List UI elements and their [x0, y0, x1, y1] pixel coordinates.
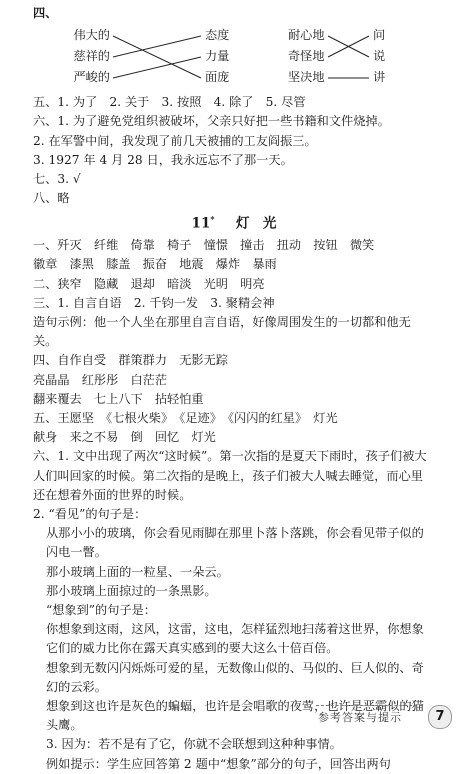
page-number: 7	[428, 705, 452, 729]
match-item: 伟大的	[73, 28, 110, 43]
section4-heading: 四、	[33, 6, 58, 20]
match-column-4	[373, 25, 385, 88]
answer-line: 2. 在军警中间，我发现了前几天被捕的工友阎振三。	[33, 133, 317, 148]
match-item: 奇怪地	[288, 49, 325, 64]
match-column-3	[288, 25, 325, 88]
answer-line: 那小玻璃上面掠过的一条黑影。	[46, 583, 217, 598]
answer-line: 二、狭窄 隐藏 退却 暗淡 光明 明亮	[33, 276, 265, 291]
answer-line: 3. 1927 年 4 月 28 日，我永远忘不了那一天。	[33, 152, 293, 167]
match-column-1	[60, 25, 110, 88]
answer-line: “想象到”的句子是：	[46, 602, 156, 617]
answer-paragraph: 你想象到这雨，这风，这雷，这电，怎样猛烈地扫荡着这世界，你想象它们的威力比你在露天真实感到的要大这么十倍百倍。	[46, 622, 424, 656]
match-item: 慈祥的	[73, 49, 110, 64]
answer-paragraph: 六、1. 文中出现了两次“这时候”。第一次指的是夏天下雨时，孩子们被大人们叫回家的时候。第二次指的是晚上，孩子们被大人喊去睡觉，而心里还在想着外面的世界的时候。	[33, 449, 427, 502]
footer-divider	[316, 705, 422, 706]
match-item: 问	[373, 28, 386, 43]
answer-line: 徽章 漆黑 膝盖 振奋 地震 爆炸 暴雨	[33, 257, 277, 272]
footer-label: 参考答案与提示	[318, 711, 402, 724]
matching-exercise	[33, 25, 435, 91]
answer-line: 翻来覆去 七上八下 拈轻怕重	[33, 391, 204, 406]
match-item: 坚决地	[288, 70, 325, 85]
answer-line: 例如提示：学生应回答第 2 题中“想象”部分的句子，回答出两句	[46, 756, 391, 771]
answer-paragraph: 造句示例：他一个人坐在那里自言自语，好像周围发生的一切都和他无关。	[33, 314, 411, 349]
answer-line: 五、王愿坚 《七根火柴》 《足迹》 《闪闪的红星》 灯光	[33, 410, 338, 425]
answer-line: 三、1. 自言自语 2. 千钧一发 3. 聚精会神	[33, 295, 275, 310]
answer-line: 2. “看见”的句子是：	[33, 506, 147, 521]
lesson-number: 11	[191, 215, 211, 232]
answer-line: 亮晶晶 红彤彤 白茫茫	[33, 372, 168, 387]
match-line	[113, 57, 201, 78]
lesson-title	[33, 210, 435, 234]
match-item: 力量	[205, 49, 230, 64]
lesson-star: *	[210, 214, 215, 225]
answer-line: 一、歼灭 纤维 倚靠 椅子 憧憬 撞击 扭动 按钮 微笑	[33, 238, 375, 253]
answer-line: 八、略	[33, 191, 70, 206]
match-line	[113, 36, 201, 78]
lesson-name: 灯 光	[235, 215, 277, 232]
answer-page	[33, 4, 435, 774]
answer-line: 六、1. 为了避免党组织被破坏，父亲只好把一些书籍和文件烧掉。	[33, 114, 390, 129]
match-item: 面庞	[205, 70, 230, 85]
match-line	[113, 36, 201, 57]
answer-line: 五、1. 为了 2. 关于 3. 按照 4. 除了 5. 尽管	[33, 95, 306, 110]
answer-paragraph: 想象到这也许是灰色的蝙蝠，也许是会唱歌的夜莺，也许是恶霸似的猫头鹰。	[46, 699, 424, 733]
answer-line: 献身 来之不易 倒 回忆 灯光	[33, 430, 216, 445]
match-item: 态度	[205, 28, 230, 43]
match-item: 说	[373, 49, 386, 64]
match-item: 耐心地	[288, 28, 325, 43]
answer-paragraph: 从那小小的玻璃，你会看见雨脚在那里卜落卜落跳，你会看见带子似的闪电一瞥。	[46, 526, 424, 560]
answer-paragraph: 想象到无数闪闪烁烁可爱的星，无数像山似的、马似的、巨人似的、奇幻的云彩。	[46, 660, 424, 694]
answer-line: 七、3. √	[33, 172, 81, 187]
answer-line: 那小玻璃上面的一粒星、一朵云。	[46, 564, 229, 579]
match-item: 讲	[373, 70, 386, 85]
page-footer	[316, 705, 456, 731]
match-item: 严峻的	[73, 70, 110, 85]
answer-line: 四、自作自受 群策群力 无影无踪	[33, 353, 228, 368]
match-column-2	[205, 25, 229, 88]
answer-line: 3. 因为：若不是有了它，你就不会联想到这种种事情。	[46, 737, 342, 752]
